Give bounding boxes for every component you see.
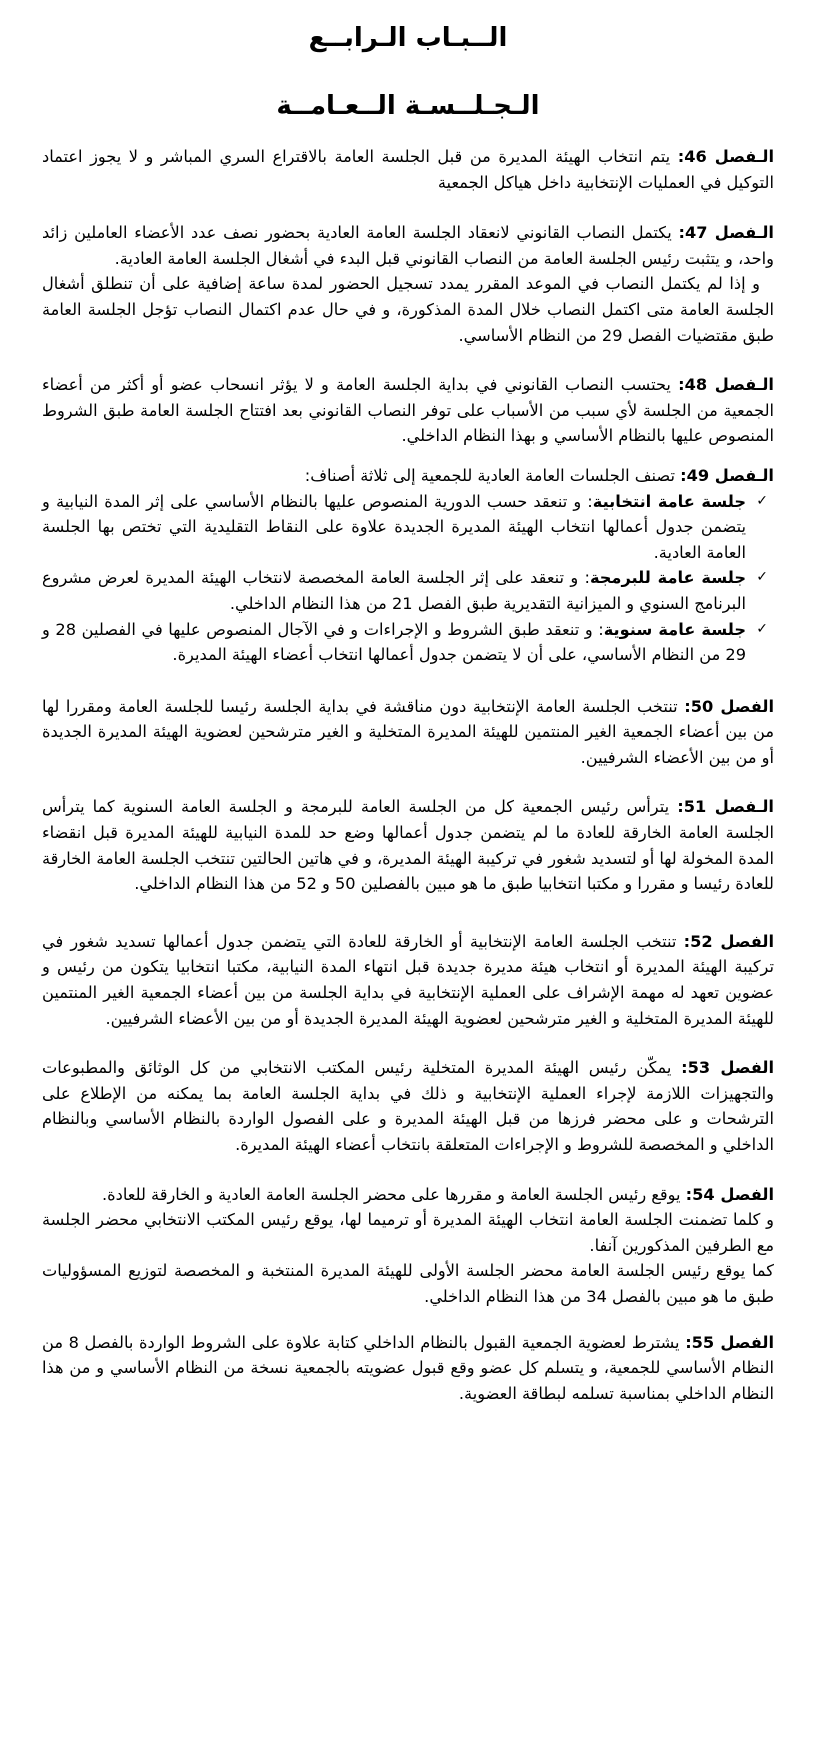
article-label: الـفصل 47: bbox=[678, 223, 774, 243]
chapter-title: الــبـاب الـرابــع bbox=[308, 23, 508, 53]
article-53 bbox=[42, 1055, 774, 1157]
article-paragraph bbox=[42, 220, 774, 271]
article-label: الـفصل 49: bbox=[680, 465, 774, 485]
article-text: يشترط لعضوية الجمعية القبول بالنظام الداخلي كتابة علاوة على الشروط الواردة بالفصل 8 من النظام الأساسي للجمعية، و يتسلم كل عضو وقع قبول عضويته بالجمعية نسخة من النظام الأساسي و من هذا النظام الداخلي بمناسبة تسلمه لبطاقة العضوية. bbox=[42, 1332, 774, 1403]
category-term: جلسة عامة للبرمجة bbox=[589, 568, 746, 588]
article-text: تنتخب الجلسة العامة الإنتخابية أو الخارقة للعادة التي يتضمن جدول أعمالها تسديد شغور في تركيبة الهيئة المديرة أو انتخاب هيئة مديرة جديدة قبل انتهاء المدة النيابية، مكتبا انتخابيا يتكون من رئيس و عضوين تعهد له مهمة الإشراف على العملية الإنتخابية في بداية الجلسة من بين أعضاء الجمعية الغير المنتمين للهيئة المديرة المتخلية و الغير مترشحين لعضوية الهيئة المديرة الجديدة أو من بين الأعضاء الشرفيين. bbox=[42, 931, 774, 1028]
article-label: الـفصل 51: bbox=[677, 797, 774, 817]
article-paragraph bbox=[42, 794, 774, 896]
article-text: يترأس رئيس الجمعية كل من الجلسة العامة للبرمجة و الجلسة العامة السنوية كما يترأس الجلسة العامة الخارقة للعادة ما لم يتضمن جدول أعمالها وضع حد للمدة النيابية للهيئة المديرة قبل انقضاء المدة المخولة لها أو لتسديد شغور في تركيبة الهيئة المديرة، و في هاتين الحالتين تنتخب الجلسة العامة الخارقة للعادة رئيسا و مقررا و مكتبا انتخابيا طبق ما هو مبين بالفصلين 50 و 52 من هذا النظام الداخلي. bbox=[42, 797, 774, 894]
article-text: يتم انتخاب الهيئة المديرة من قبل الجلسة العامة بالاقتراع السري المباشر و لا يجوز اعتماد التوكيل في العمليات الإنتخابية داخل هياكل الجمعية bbox=[42, 147, 774, 192]
article-52 bbox=[42, 929, 774, 1031]
article-paragraph bbox=[42, 694, 774, 771]
article-paragraph bbox=[42, 372, 774, 449]
article-text: يوقع رئيس الجلسة العامة و مقررها على محضر الجلسة العامة العادية و الخارقة للعادة. bbox=[102, 1184, 681, 1204]
article-text: يمكّن رئيس الهيئة المديرة المتخلية رئيس المكتب الانتخابي من كل الوثائق والمطبوعات والتجهيزات اللازمة لإجراء العملية الإنتخابية و ذلك في بداية الجلسة العامة بما يمكنه من الإطلاع على الترشحات و على محضر فرزها من قبل الهيئة المديرة و على الفصول الواردة بالنظام الأساسي وبالنظام الداخلي و المخصصة للشروط و الإجراءات المتعلقة بانتخاب أعضاء الهيئة المديرة. bbox=[42, 1058, 774, 1154]
article-49 bbox=[42, 463, 774, 668]
article-label: الفصل 52: bbox=[683, 931, 774, 951]
article-paragraph bbox=[42, 929, 774, 1031]
article-paragraph: كما يوقع رئيس الجلسة العامة محضر الجلسة الأولى للهيئة المديرة المنتخبة و المخصصة لتوزيع المسؤوليات طبق ما هو مبين بالفصل 34 من هذا النظام الداخلي. bbox=[42, 1261, 774, 1306]
article-paragraph bbox=[42, 1330, 774, 1407]
article-paragraph bbox=[42, 1055, 774, 1157]
document-page bbox=[42, 0, 774, 1406]
article-label: الفصل 50: bbox=[684, 696, 774, 716]
category-text: : و تنعقد على إثر الجلسة العامة المخصصة لانتخاب الهيئة المديرة لعرض مشروع البرنامج السنوي و الميزانية التقديرية طبق الفصل 21 من هذا النظام الداخلي. bbox=[42, 568, 746, 613]
article-paragraph bbox=[42, 463, 774, 489]
article-50 bbox=[42, 694, 774, 771]
category-text: : و تنعقد طبق الشروط و الإجراءات و في الآجال المنصوص عليها في الفصلين 28 و 29 من النظام الأساسي، على أن لا يتضمن جدول أعمالها انتخاب أعضاء الهيئة المديرة. bbox=[42, 619, 746, 665]
article-label: الـفصل 48: bbox=[678, 375, 774, 395]
section-title: الـجـلــسـة الــعـامــة bbox=[276, 91, 540, 121]
article-label: الفصل 53: bbox=[681, 1058, 775, 1078]
session-category-item bbox=[42, 489, 768, 566]
category-term: جلسة عامة سنوية bbox=[603, 619, 746, 639]
article-46 bbox=[42, 144, 774, 195]
article-text: يحتسب النصاب القانوني في بداية الجلسة العامة و لا يؤثر انسحاب عضو أو أكثر من أعضاء الجمعية من الجلسة لأي سبب من الأسباب على توفر النصاب القانوني بعد افتتاح الجلسة العامة طبق الشروط المنصوص عليها بالنظام الأساسي و بهذا النظام الداخلي. bbox=[42, 375, 774, 446]
article-label: الفصل 55: bbox=[685, 1332, 774, 1352]
session-category-item bbox=[42, 617, 768, 668]
article-text: يكتمل النصاب القانوني لانعقاد الجلسة العامة العادية بحضور نصف عدد الأعضاء العاملين زائد واحد، و يتثبت رئيس الجلسة العامة من النصاب القانوني قبل البدء في أشغال الجلسة العامة العادية. bbox=[42, 223, 774, 268]
article-label: الفصل 54: bbox=[685, 1184, 774, 1204]
article-paragraph: و إذا لم يكتمل النصاب في الموعد المقرر يمدد تسجيل الحضور لمدة ساعة إضافية على أن تنطلق أشغال الجلسة العامة متى اكتمل النصاب خلال المدة المذكورة، و في حال عدم اكتمال النصاب تؤجل الجلسة العامة طبق مقتضيات الفصل 29 من النظام الأساسي. bbox=[42, 274, 774, 345]
article-51 bbox=[42, 794, 774, 896]
category-term: جلسة عامة انتخابية bbox=[592, 491, 746, 511]
checkmark-icon: ✓ bbox=[756, 492, 768, 509]
article-48 bbox=[42, 372, 774, 449]
article-paragraph bbox=[42, 1182, 774, 1208]
article-paragraph: و كلما تضمنت الجلسة العامة انتخاب الهيئة المديرة أو ترميما لها، يوقع رئيس المكتب الانتخابي محضر الجلسة مع الطرفين المذكورين آنفا. bbox=[42, 1210, 774, 1255]
article-text: تنتخب الجلسة العامة الإنتخابية دون مناقشة في بداية الجلسة رئيسا للجلسة العامة ومقررا لها من بين أعضاء الجمعية الغير المنتمين للهيئة المديرة المتخلية و الغير مترشحين لعضوية الهيئة المديرة الجديدة أو من بين الأعضاء الشرفيين. bbox=[42, 696, 774, 767]
article-paragraph bbox=[42, 144, 774, 195]
session-categories-list bbox=[42, 489, 774, 668]
article-54 bbox=[42, 1182, 774, 1310]
article-47 bbox=[42, 220, 774, 348]
article-text: تصنف الجلسات العامة العادية للجمعية إلى ثلاثة أصناف: bbox=[304, 465, 675, 485]
article-label: الـفصل 46: bbox=[677, 147, 774, 166]
checkmark-icon: ✓ bbox=[756, 569, 768, 586]
checkmark-icon: ✓ bbox=[756, 620, 768, 637]
article-55 bbox=[42, 1330, 774, 1407]
session-category-item bbox=[42, 565, 768, 616]
category-text: : و تنعقد حسب الدورية المنصوص عليها بالنظام الأساسي على إثر المدة النيابية و يتضمن جدول أعمالها انتخاب الهيئة المديرة الجديدة علاوة على النقاط التقليدية التي تختص بها الجلسة العامة العادية. bbox=[42, 491, 746, 562]
